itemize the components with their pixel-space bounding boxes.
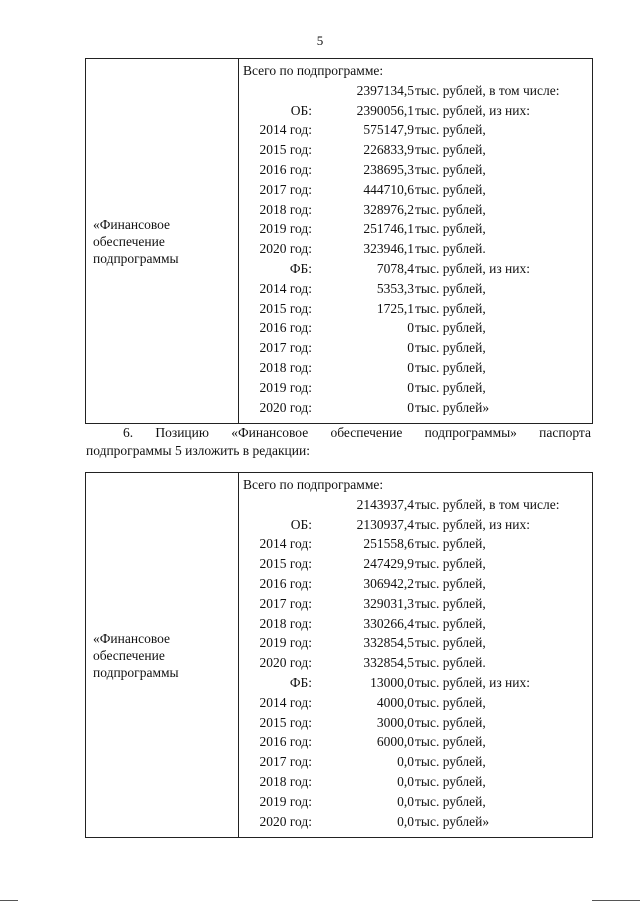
row-value: 0,0 [397,773,414,789]
funding-row [239,732,592,752]
row-label: 2016 год: [259,320,312,336]
funding-row [239,614,592,634]
row-value: 0,0 [397,754,414,770]
funding-row [239,792,592,812]
row-label: ФБ: [289,260,312,276]
row-value: 575147,9 [363,122,414,138]
row-label: 2020 год: [259,813,312,829]
funding-row [239,752,592,772]
row-value: 247429,9 [363,556,414,572]
row-label: 2016 год: [259,575,312,591]
funding-row [239,200,592,220]
row-unit: тыс. рублей, [415,359,486,375]
row-value: 1725,1 [376,300,414,316]
funding-row [239,495,592,515]
funding-row [239,713,592,733]
row-unit: тыс. рублей, [415,142,486,158]
funding-row [239,180,592,200]
funding-row [239,554,592,574]
row-unit: тыс. рублей, [415,734,486,750]
row-value: 0,0 [397,813,414,829]
funding-table-new [85,472,593,838]
page-edge-mark [592,900,640,901]
values-cell [239,59,592,423]
row-label: ФБ: [289,674,312,690]
position-caption: «Финансовое обеспечение подпрограммы [93,631,179,680]
row-label: 2015 год: [259,556,312,572]
row-unit: тыс. рублей, [415,300,486,316]
row-label: 2019 год: [259,379,312,395]
row-value: 251746,1 [363,221,414,237]
row-value: 0 [407,340,414,356]
row-value: 2143937,4 [356,496,414,512]
row-label: 2016 год: [259,734,312,750]
row-label: 2020 год: [259,241,312,257]
funding-table-current [85,58,593,424]
row-label: 2014 год: [259,536,312,552]
row-label: 2017 год: [259,595,312,611]
row-label: 2016 год: [259,161,312,177]
funding-row [239,534,592,554]
funding-row [239,594,592,614]
row-label: 2014 год: [259,280,312,296]
row-label: 2019 год: [259,635,312,651]
row-unit: тыс. рублей, [415,793,486,809]
row-value: 4000,0 [376,694,414,710]
row-label: 2019 год: [259,221,312,237]
row-unit: тыс. рублей, [415,635,486,651]
row-unit: тыс. рублей, [415,694,486,710]
row-value: 328976,2 [363,201,414,217]
row-label: 2017 год: [259,754,312,770]
row-unit: тыс. рублей, [415,379,486,395]
funding-row [239,279,592,299]
funding-row [239,140,592,160]
row-unit: тыс. рублей. [415,655,486,671]
row-unit: тыс. рублей, [415,340,486,356]
row-unit: тыс. рублей, в том числе: [415,496,560,512]
funding-row [239,358,592,378]
paragraph-line-1: 6. Позицию «Финансовое обеспечение подпрограммы» паспорта [123,425,591,440]
row-value: 306942,2 [363,575,414,591]
row-value: 332854,5 [363,655,414,671]
row-value: 3000,0 [376,714,414,730]
row-label: 2020 год: [259,399,312,415]
row-value: 0,0 [397,793,414,809]
funding-row [239,693,592,713]
funding-row [239,378,592,398]
funding-row [239,160,592,180]
row-unit: тыс. рублей, [415,320,486,336]
funding-row [239,120,592,140]
funding-row [239,101,592,121]
row-label: 2018 год: [259,615,312,631]
funding-row [239,398,592,418]
row-label: 2014 год: [259,694,312,710]
values-cell [239,473,592,837]
row-value: 238695,3 [363,161,414,177]
row-unit: тыс. рублей, из них: [415,260,530,276]
row-unit: тыс. рублей, [415,575,486,591]
row-label: 2014 год: [259,122,312,138]
row-unit: тыс. рублей, в том числе: [415,82,560,98]
funding-rows [239,81,592,418]
row-value: 323946,1 [363,241,414,257]
row-unit: тыс. рублей, [415,754,486,770]
funding-row [239,574,592,594]
row-value: 2397134,5 [356,82,414,98]
row-value: 6000,0 [376,734,414,750]
row-label: ОБ: [290,516,312,532]
row-label: 2017 год: [259,181,312,197]
row-value: 329031,3 [363,595,414,611]
caption-cell [86,59,239,423]
funding-row [239,219,592,239]
row-label: 2017 год: [259,340,312,356]
funding-row [239,81,592,101]
instruction-paragraph [86,424,591,460]
row-unit: тыс. рублей, [415,595,486,611]
funding-row [239,259,592,279]
row-value: 0 [407,379,414,395]
row-unit: тыс. рублей» [415,399,490,415]
page-number: 5 [316,33,324,48]
row-value: 0 [407,320,414,336]
row-unit: тыс. рублей, [415,161,486,177]
row-unit: тыс. рублей, [415,615,486,631]
row-label: 2018 год: [259,201,312,217]
row-unit: тыс. рублей, [415,556,486,572]
row-value: 226833,9 [363,142,414,158]
row-value: 13000,0 [370,674,414,690]
funding-row [239,338,592,358]
row-label: 2018 год: [259,359,312,375]
row-unit: тыс. рублей, из них: [415,516,530,532]
funding-row [239,318,592,338]
row-value: 2390056,1 [356,102,414,118]
row-unit: тыс. рублей, [415,773,486,789]
row-value: 251558,6 [363,536,414,552]
page-edge-mark [0,900,18,901]
row-unit: тыс. рублей» [415,813,490,829]
paragraph-line-2: подпрограммы 5 изложить в редакции: [86,443,310,458]
row-unit: тыс. рублей, [415,714,486,730]
row-value: 5353,3 [376,280,414,296]
funding-row [239,772,592,792]
funding-row [239,299,592,319]
row-value: 330266,4 [363,615,414,631]
funding-rows [239,495,592,832]
funding-row [239,653,592,673]
row-value: 444710,6 [363,181,414,197]
row-label: 2020 год: [259,655,312,671]
row-unit: тыс. рублей, из них: [415,674,530,690]
row-value: 2130937,4 [356,516,414,532]
total-header: Всего по подпрограмме: [243,477,384,492]
funding-row [239,812,592,832]
funding-row [239,515,592,535]
funding-row [239,633,592,653]
row-value: 0 [407,399,414,415]
row-value: 0 [407,359,414,375]
row-label: 2015 год: [259,142,312,158]
caption-cell [86,473,239,837]
row-label: 2019 год: [259,793,312,809]
row-unit: тыс. рублей, [415,536,486,552]
row-unit: тыс. рублей, [415,181,486,197]
funding-row [239,239,592,259]
row-unit: тыс. рублей, [415,201,486,217]
row-label: ОБ: [290,102,312,118]
row-unit: тыс. рублей, [415,122,486,138]
row-value: 332854,5 [363,635,414,651]
row-unit: тыс. рублей, [415,280,486,296]
row-unit: тыс. рублей. [415,241,486,257]
row-value: 7078,4 [376,260,414,276]
row-label: 2018 год: [259,773,312,789]
row-unit: тыс. рублей, [415,221,486,237]
row-label: 2015 год: [259,714,312,730]
position-caption: «Финансовое обеспечение подпрограммы [93,217,179,266]
row-label: 2015 год: [259,300,312,316]
total-header: Всего по подпрограмме: [243,63,384,78]
row-unit: тыс. рублей, из них: [415,102,530,118]
funding-row [239,673,592,693]
